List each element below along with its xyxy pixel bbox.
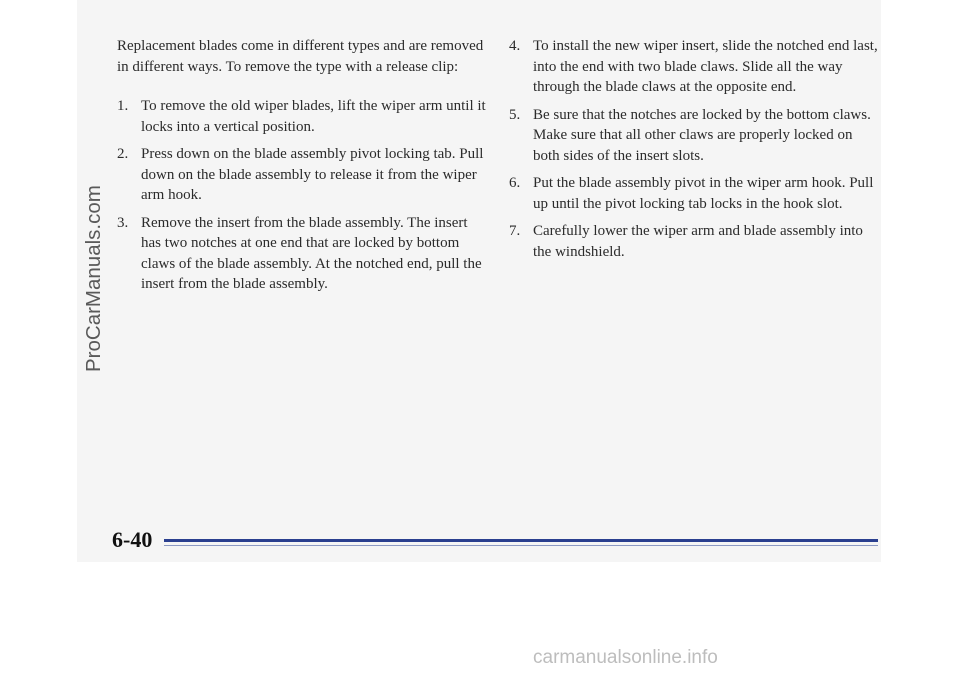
step-number: 2.	[117, 146, 129, 162]
list-item	[117, 144, 489, 206]
steps-list-left	[117, 96, 489, 302]
step-text: Remove the insert from the blade assembly. The insert has two notches at one end that are locked by bottom claws of the blade assembly. At the notched end, pull the insert from the blade assembly.	[141, 214, 482, 292]
step-number: 4.	[509, 38, 521, 54]
step-number: 7.	[509, 223, 521, 239]
page-number: 6-40	[112, 527, 153, 552]
step-number: 5.	[509, 106, 521, 123]
watermark-text: ProCarManuals.com	[82, 185, 105, 372]
list-item	[509, 105, 879, 167]
step-text: To remove the old wiper blades, lift the wiper arm until it locks into a vertical position.	[141, 98, 486, 135]
step-text: Be sure that the notches are locked by the bottom claws. Make sure that all other claws are properly locked on both sides of the insert slots.	[533, 106, 871, 164]
step-text: Put the blade assembly pivot in the wiper arm hook. Pull up until the pivot locking tab locks in the hook slot.	[533, 175, 874, 212]
list-item	[509, 36, 879, 98]
step-number: 1.	[117, 98, 129, 114]
footer-rule	[164, 539, 878, 542]
list-item	[117, 213, 489, 295]
intro-paragraph: Replacement blades come in different types and are removed in different ways. To remove the type with a release clip:	[117, 38, 484, 75]
step-text: Carefully lower the wiper arm and blade assembly into the windshield.	[533, 223, 863, 260]
steps-list-right	[509, 36, 879, 269]
step-text: Press down on the blade assembly pivot locking tab. Pull down on the blade assembly to release it from the wiper arm hook.	[141, 146, 484, 203]
step-text: To install the new wiper insert, slide the notched end last, into the end with two blade claws. Slide all the way through the blade claws at the opposite end.	[533, 38, 878, 95]
step-number: 6.	[509, 175, 521, 191]
footer-site-link[interactable]: carmanualsonline.info	[533, 647, 718, 668]
list-item	[509, 173, 879, 214]
list-item	[117, 96, 489, 137]
list-item	[509, 221, 879, 262]
footer-rule-thin	[164, 545, 878, 546]
step-number: 3.	[117, 214, 129, 231]
